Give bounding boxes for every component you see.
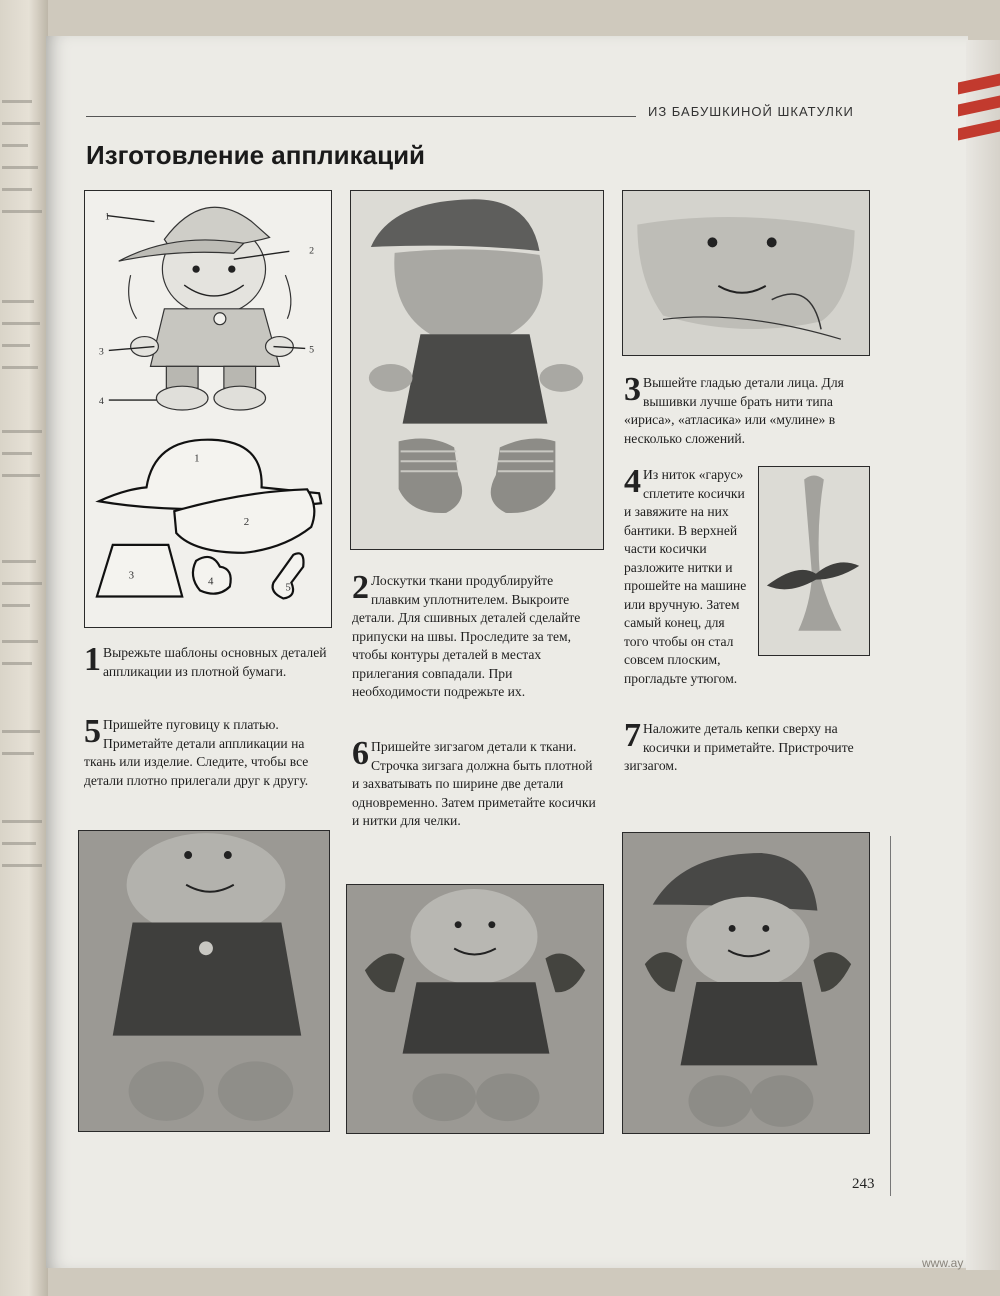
- step-text: Вышейте гладью детали лица. Для вышивки лучше брать нити типа «ириса», «атласика» или «мулине» в несколько сложений.: [624, 375, 844, 446]
- margin-rule: [890, 836, 891, 1196]
- diagram-panel: [84, 190, 332, 628]
- step-7: [624, 717, 872, 776]
- facing-page-edge: [0, 0, 48, 1296]
- template-label: 4: [208, 575, 214, 588]
- step-1: [84, 641, 328, 681]
- step-3: [624, 371, 872, 448]
- step-6: [352, 735, 602, 831]
- template-label: 3: [128, 569, 135, 582]
- diagram-label: 4: [98, 396, 104, 408]
- template-label: 5: [285, 581, 291, 594]
- step-number: 4: [624, 463, 641, 500]
- step5-photo: [78, 830, 330, 1132]
- page-title: Изготовление аппликаций: [86, 140, 426, 170]
- step-text: Из ниток «гарус» сплетите косички и завяжите на них бантики. В верхней части косички разложите нитки и прошейте на машине или вручную. Затем самый конец, для того чтобы он стал совсем плоским, прогладьте утюгом.: [624, 467, 747, 686]
- diagram-label: 3: [98, 346, 104, 358]
- embroidery-photo: [622, 190, 870, 356]
- step-text: Пришейте пуговицу к платью. Приметайте детали аппликации на ткань или изделие. Следите, чтобы все детали плотно прилегали друг к другу.: [84, 717, 309, 788]
- step-number: 7: [624, 717, 641, 754]
- step-text: Пришейте зигзагом детали к ткани. Строчка зигзага должна быть плотной и захватывать по ширине две детали одновременно. Затем приметайте косички и нитки для челки.: [352, 739, 596, 828]
- step-4: [624, 463, 752, 688]
- page-number: 243: [852, 1176, 875, 1192]
- template-label: 1: [194, 452, 200, 465]
- step7-photo: [622, 832, 870, 1134]
- watermark: www.ay: [922, 1256, 964, 1270]
- section-title: ИЗ БАБУШКИНОЙ ШКАТУЛКИ: [648, 104, 854, 119]
- fabric-pieces-photo: [350, 190, 604, 550]
- step-number: 5: [84, 713, 101, 750]
- step-text: Наложите деталь кепки сверху на косички и приметайте. Пристрочите зигзагом.: [624, 721, 854, 773]
- diagram-label: 5: [309, 344, 315, 356]
- step-number: 3: [624, 371, 641, 408]
- template-label: 2: [243, 516, 250, 529]
- diagram-label: 1: [104, 211, 110, 223]
- page-stack-edge: [966, 40, 1000, 1270]
- step-number: 1: [84, 641, 101, 678]
- step6-photo: [346, 884, 604, 1134]
- step-number: 6: [352, 735, 369, 772]
- header-rule: [86, 116, 636, 117]
- step-text: Вырежьте шаблоны основных деталей аппликации из плотной бумаги.: [103, 645, 327, 679]
- step-2: [352, 569, 602, 702]
- doll-diagram: [85, 191, 331, 627]
- braid-photo: [758, 466, 870, 656]
- step-text: Лоскутки ткани продублируйте плавким уплотнителем. Выкроите детали. Для сшивных деталей сделайте припуски на швы. Проследите за тем, чтобы контуры деталей в местах прилегания совпадали. При необходимости подрежьте их.: [352, 573, 581, 699]
- diagram-label: 2: [309, 245, 315, 257]
- step-5: [84, 713, 328, 790]
- step-number: 2: [352, 569, 369, 606]
